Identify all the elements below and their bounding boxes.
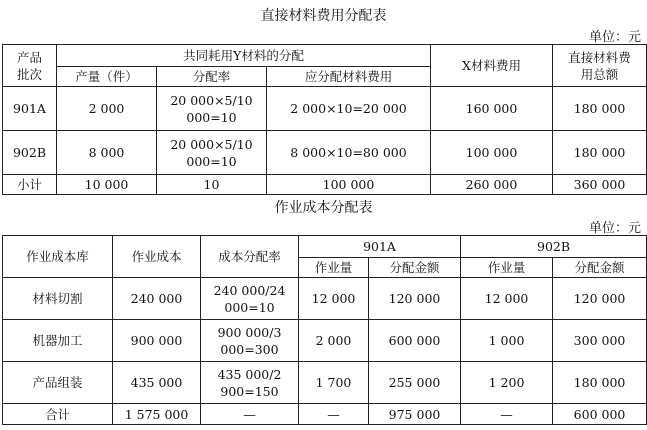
cell-rate: 240 000/24 000=10 (201, 278, 299, 320)
cell-allocated: 2 000×10=20 000 (267, 87, 431, 131)
cell-qty-901a: 2 000 (299, 320, 369, 362)
cell-cost: 435 000 (113, 362, 201, 404)
cell-pool: 合计 (3, 404, 113, 425)
cell-batch: 902B (3, 131, 57, 175)
cell-total: 180 000 (553, 87, 647, 131)
cell-allocated: 100 000 (267, 175, 431, 195)
table-row (3, 320, 647, 362)
header-batch: 产品 批次 (3, 45, 57, 87)
cell-x-cost: 160 000 (431, 87, 553, 131)
table-row (3, 131, 647, 175)
header-cost-pool: 作业成本库 (3, 236, 113, 278)
header-activity-cost: 作业成本 (113, 236, 201, 278)
cell-qty-902b: 1 200 (461, 362, 553, 404)
cell-batch: 小计 (3, 175, 57, 195)
cell-output: 2 000 (57, 87, 157, 131)
cell-amount-901a: 255 000 (369, 362, 461, 404)
cell-amount-902b: 600 000 (553, 404, 647, 425)
cell-total: 180 000 (553, 131, 647, 175)
table2-title: 作业成本分配表 (274, 200, 373, 216)
cell-qty-901a: 1 700 (299, 362, 369, 404)
cell-output: 10 000 (57, 175, 157, 195)
header-direct-material-total: 直接材料费 用总额 (553, 45, 647, 87)
cell-amount-901a: 120 000 (369, 278, 461, 320)
header-amount-901a: 分配金额 (369, 258, 461, 278)
cell-rate: 435 000/2 900=150 (201, 362, 299, 404)
cell-allocated: 8 000×10=80 000 (267, 131, 431, 175)
table1-unit: 单位：元 (588, 30, 641, 45)
header-output: 产量（件） (57, 67, 157, 87)
cell-cost: 1 575 000 (113, 404, 201, 425)
activity-cost-table (2, 235, 647, 425)
cell-qty-901a: 12 000 (299, 278, 369, 320)
table-row (3, 362, 647, 404)
cell-cost: 900 000 (113, 320, 201, 362)
header-product-901a: 901A (299, 236, 461, 258)
cell-pool: 机器加工 (3, 320, 113, 362)
cell-pool: 产品组装 (3, 362, 113, 404)
table-row (3, 175, 647, 195)
direct-material-cost-table (2, 44, 647, 195)
cell-amount-902b: 180 000 (553, 362, 647, 404)
cell-rate: — (201, 404, 299, 425)
header-rate: 分配率 (157, 67, 267, 87)
cell-pool: 材料切割 (3, 278, 113, 320)
cell-qty-902b: — (461, 404, 553, 425)
table-row (3, 87, 647, 131)
cell-amount-902b: 300 000 (553, 320, 647, 362)
header-allocation-rate: 成本分配率 (201, 236, 299, 278)
cell-rate: 10 (157, 175, 267, 195)
header-qty-902b: 作业量 (461, 258, 553, 278)
header-allocated: 应分配材料费用 (267, 67, 431, 87)
header-product-902b: 902B (461, 236, 647, 258)
header-qty-901a: 作业量 (299, 258, 369, 278)
cell-qty-902b: 12 000 (461, 278, 553, 320)
cell-amount-901a: 600 000 (369, 320, 461, 362)
cell-total: 360 000 (553, 175, 647, 195)
cell-x-cost: 260 000 (431, 175, 553, 195)
table-row (3, 278, 647, 320)
header-shared-y-material: 共同耗用Y材料的分配 (57, 45, 431, 67)
table1-title: 直接材料费用分配表 (260, 8, 387, 24)
cell-rate: 900 000/3 000=300 (201, 320, 299, 362)
cell-batch: 901A (3, 87, 57, 131)
cell-output: 8 000 (57, 131, 157, 175)
header-x-material-cost: X材料费用 (431, 45, 553, 87)
cell-qty-902b: 1 000 (461, 320, 553, 362)
table2-unit: 单位：元 (588, 221, 641, 236)
header-amount-902b: 分配金额 (553, 258, 647, 278)
cell-amount-902b: 120 000 (553, 278, 647, 320)
cell-cost: 240 000 (113, 278, 201, 320)
cell-x-cost: 100 000 (431, 131, 553, 175)
table-row (3, 404, 647, 425)
cell-qty-901a: — (299, 404, 369, 425)
cell-amount-901a: 975 000 (369, 404, 461, 425)
cell-rate: 20 000×5/10 000=10 (157, 131, 267, 175)
cell-rate: 20 000×5/10 000=10 (157, 87, 267, 131)
